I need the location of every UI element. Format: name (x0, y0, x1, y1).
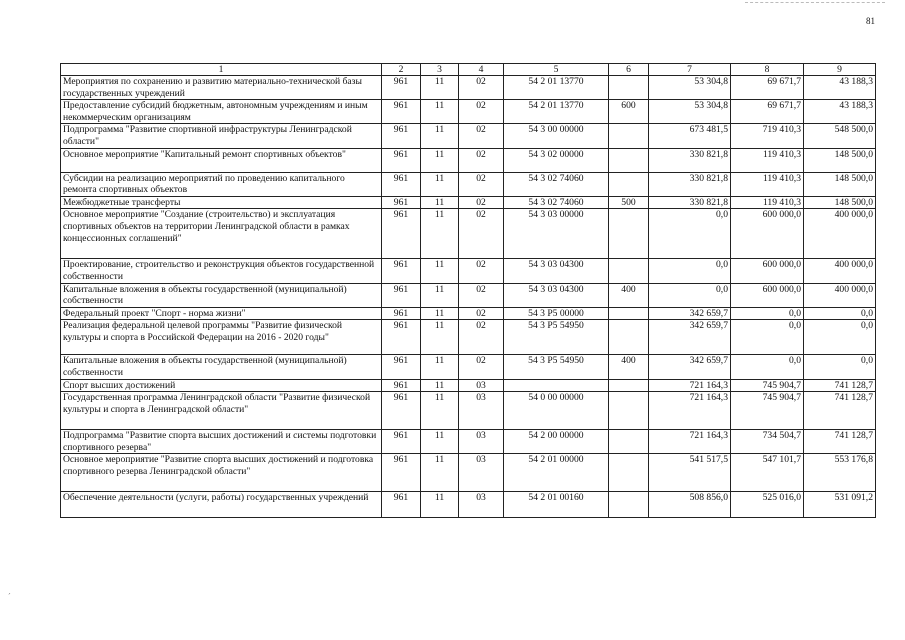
table-row (61, 392, 876, 430)
section-cell: 11 (421, 259, 459, 283)
amount-year1-cell: 53 304,8 (649, 100, 731, 124)
target-item-cell: 54 2 01 13770 (504, 100, 609, 124)
target-item-cell: 54 3 03 04300 (504, 283, 609, 307)
amount-year2-cell: 119 410,3 (731, 172, 804, 196)
amount-year1-cell: 508 856,0 (649, 492, 731, 518)
admin-code-cell: 961 (382, 320, 421, 355)
section-cell: 11 (421, 148, 459, 172)
expense-type-cell (609, 320, 649, 355)
table-row (61, 148, 876, 172)
section-cell: 11 (421, 307, 459, 320)
amount-year2-cell: 719 410,3 (731, 124, 804, 148)
amount-year3-cell: 148 500,0 (804, 148, 876, 172)
amount-year1-cell: 673 481,5 (649, 124, 731, 148)
subsection-cell: 02 (459, 196, 504, 209)
section-cell: 11 (421, 379, 459, 392)
target-item-cell: 54 2 01 00000 (504, 454, 609, 492)
column-header: 8 (731, 64, 804, 76)
subsection-cell: 02 (459, 355, 504, 379)
amount-year3-cell: 148 500,0 (804, 172, 876, 196)
table-row (61, 259, 876, 283)
table-row (61, 209, 876, 259)
table-row (61, 76, 876, 100)
subsection-cell: 03 (459, 430, 504, 454)
target-item-cell: 54 3 02 74060 (504, 172, 609, 196)
budget-table (60, 63, 876, 518)
amount-year2-cell: 600 000,0 (731, 283, 804, 307)
row-name-cell: Капитальные вложения в объекты государственной (муниципальной) собственности (61, 283, 382, 307)
expense-type-cell (609, 430, 649, 454)
section-cell: 11 (421, 100, 459, 124)
admin-code-cell: 961 (382, 430, 421, 454)
amount-year2-cell: 119 410,3 (731, 196, 804, 209)
target-item-cell: 54 3 P5 00000 (504, 307, 609, 320)
subsection-cell: 03 (459, 379, 504, 392)
amount-year1-cell: 0,0 (649, 259, 731, 283)
amount-year1-cell: 330 821,8 (649, 172, 731, 196)
table-row (61, 355, 876, 379)
table-row (61, 196, 876, 209)
amount-year1-cell: 342 659,7 (649, 355, 731, 379)
expense-type-cell (609, 124, 649, 148)
amount-year3-cell: 553 176,8 (804, 454, 876, 492)
amount-year1-cell: 330 821,8 (649, 148, 731, 172)
target-item-cell: 54 3 P5 54950 (504, 355, 609, 379)
table-row (61, 454, 876, 492)
table-row (61, 307, 876, 320)
subsection-cell: 02 (459, 320, 504, 355)
section-cell: 11 (421, 355, 459, 379)
expense-type-cell (609, 379, 649, 392)
section-cell: 11 (421, 454, 459, 492)
expense-type-cell: 400 (609, 355, 649, 379)
amount-year3-cell: 741 128,7 (804, 430, 876, 454)
page-number: 81 (866, 16, 875, 26)
table-row (61, 172, 876, 196)
row-name-cell: Реализация федеральной целевой программы "Развитие физической культуры и спорта в Российской Федерации на 2016 - 2020 годы" (61, 320, 382, 355)
table-row (61, 320, 876, 355)
expense-type-cell (609, 148, 649, 172)
table-row (61, 100, 876, 124)
expense-type-cell: 400 (609, 283, 649, 307)
expense-type-cell (609, 492, 649, 518)
column-header: 9 (804, 64, 876, 76)
expense-type-cell: 600 (609, 100, 649, 124)
amount-year3-cell: 148 500,0 (804, 196, 876, 209)
scan-mark: ´ (8, 592, 11, 601)
admin-code-cell: 961 (382, 355, 421, 379)
admin-code-cell: 961 (382, 172, 421, 196)
subsection-cell: 02 (459, 307, 504, 320)
row-name-cell: Подпрограмма "Развитие спортивной инфраструктуры Ленинградской области" (61, 124, 382, 148)
amount-year2-cell: 69 671,7 (731, 76, 804, 100)
table-row (61, 430, 876, 454)
row-name-cell: Основное мероприятие "Развитие спорта высших достижений и подготовка спортивного резерва Ленинградской области" (61, 454, 382, 492)
subsection-cell: 03 (459, 392, 504, 430)
column-header: 5 (504, 64, 609, 76)
section-cell: 11 (421, 492, 459, 518)
expense-type-cell: 500 (609, 196, 649, 209)
admin-code-cell: 961 (382, 76, 421, 100)
subsection-cell: 02 (459, 76, 504, 100)
row-name-cell: Проектирование, строительство и реконструкция объектов государственной собственности (61, 259, 382, 283)
amount-year3-cell: 400 000,0 (804, 283, 876, 307)
column-header: 3 (421, 64, 459, 76)
amount-year3-cell: 43 188,3 (804, 100, 876, 124)
expense-type-cell (609, 76, 649, 100)
column-header: 7 (649, 64, 731, 76)
row-name-cell: Обеспечение деятельности (услуги, работы) государственных учреждений (61, 492, 382, 518)
amount-year2-cell: 525 016,0 (731, 492, 804, 518)
expense-type-cell (609, 454, 649, 492)
amount-year1-cell: 53 304,8 (649, 76, 731, 100)
expense-type-cell (609, 172, 649, 196)
amount-year2-cell: 0,0 (731, 320, 804, 355)
subsection-cell: 03 (459, 454, 504, 492)
amount-year3-cell: 43 188,3 (804, 76, 876, 100)
row-name-cell: Мероприятия по сохранению и развитию материально-технической базы государственных учреждений (61, 76, 382, 100)
admin-code-cell: 961 (382, 454, 421, 492)
expense-type-cell (609, 392, 649, 430)
amount-year2-cell: 69 671,7 (731, 100, 804, 124)
subsection-cell: 02 (459, 148, 504, 172)
subsection-cell: 02 (459, 283, 504, 307)
expense-type-cell (609, 259, 649, 283)
admin-code-cell: 961 (382, 196, 421, 209)
subsection-cell: 02 (459, 124, 504, 148)
amount-year2-cell: 734 504,7 (731, 430, 804, 454)
admin-code-cell: 961 (382, 307, 421, 320)
table-row (61, 492, 876, 518)
admin-code-cell: 961 (382, 492, 421, 518)
amount-year3-cell: 741 128,7 (804, 392, 876, 430)
target-item-cell: 54 2 00 00000 (504, 430, 609, 454)
subsection-cell: 02 (459, 259, 504, 283)
amount-year3-cell: 0,0 (804, 355, 876, 379)
row-name-cell: Федеральный проект "Спорт - норма жизни" (61, 307, 382, 320)
amount-year1-cell: 541 517,5 (649, 454, 731, 492)
amount-year1-cell: 342 659,7 (649, 307, 731, 320)
amount-year1-cell: 330 821,8 (649, 196, 731, 209)
amount-year2-cell: 547 101,7 (731, 454, 804, 492)
row-name-cell: Предоставление субсидий бюджетным, автономным учреждениям и иным некоммерческим организациям (61, 100, 382, 124)
table-row (61, 283, 876, 307)
admin-code-cell: 961 (382, 148, 421, 172)
column-header: 2 (382, 64, 421, 76)
target-item-cell: 54 3 02 74060 (504, 196, 609, 209)
target-item-cell: 54 3 00 00000 (504, 124, 609, 148)
section-cell: 11 (421, 76, 459, 100)
target-item-cell: 54 3 03 04300 (504, 259, 609, 283)
admin-code-cell: 961 (382, 379, 421, 392)
row-name-cell: Основное мероприятие "Создание (строительство) и эксплуатация спортивных объектов на территории Ленинградской области в рамках концессионных соглашений" (61, 209, 382, 259)
amount-year2-cell: 745 904,7 (731, 379, 804, 392)
amount-year2-cell: 0,0 (731, 307, 804, 320)
amount-year3-cell: 548 500,0 (804, 124, 876, 148)
row-name-cell: Субсидии на реализацию мероприятий по проведению капитального ремонта спортивных объектов (61, 172, 382, 196)
section-cell: 11 (421, 392, 459, 430)
target-item-cell: 54 2 01 13770 (504, 76, 609, 100)
admin-code-cell: 961 (382, 100, 421, 124)
amount-year1-cell: 721 164,3 (649, 430, 731, 454)
amount-year3-cell: 0,0 (804, 320, 876, 355)
row-name-cell: Капитальные вложения в объекты государственной (муниципальной) собственности (61, 355, 382, 379)
scan-edge-line (745, 2, 885, 3)
amount-year1-cell: 721 164,3 (649, 379, 731, 392)
amount-year3-cell: 0,0 (804, 307, 876, 320)
amount-year2-cell: 600 000,0 (731, 209, 804, 259)
row-name-cell: Подпрограмма "Развитие спорта высших достижений и системы подготовки спортивного резерва" (61, 430, 382, 454)
section-cell: 11 (421, 172, 459, 196)
table-row (61, 124, 876, 148)
section-cell: 11 (421, 430, 459, 454)
column-header: 6 (609, 64, 649, 76)
admin-code-cell: 961 (382, 392, 421, 430)
section-cell: 11 (421, 320, 459, 355)
target-item-cell: 54 3 P5 54950 (504, 320, 609, 355)
section-cell: 11 (421, 283, 459, 307)
target-item-cell (504, 379, 609, 392)
amount-year1-cell: 342 659,7 (649, 320, 731, 355)
amount-year3-cell: 400 000,0 (804, 209, 876, 259)
section-cell: 11 (421, 209, 459, 259)
expense-type-cell (609, 307, 649, 320)
admin-code-cell: 961 (382, 209, 421, 259)
target-item-cell: 54 0 00 00000 (504, 392, 609, 430)
row-name-cell: Межбюджетные трансферты (61, 196, 382, 209)
amount-year2-cell: 119 410,3 (731, 148, 804, 172)
target-item-cell: 54 3 03 00000 (504, 209, 609, 259)
amount-year1-cell: 0,0 (649, 209, 731, 259)
target-item-cell: 54 2 01 00160 (504, 492, 609, 518)
admin-code-cell: 961 (382, 124, 421, 148)
amount-year2-cell: 600 000,0 (731, 259, 804, 283)
subsection-cell: 03 (459, 492, 504, 518)
header-row (61, 64, 876, 76)
amount-year1-cell: 0,0 (649, 283, 731, 307)
section-cell: 11 (421, 196, 459, 209)
admin-code-cell: 961 (382, 283, 421, 307)
section-cell: 11 (421, 124, 459, 148)
amount-year2-cell: 745 904,7 (731, 392, 804, 430)
admin-code-cell: 961 (382, 259, 421, 283)
amount-year3-cell: 400 000,0 (804, 259, 876, 283)
column-header: 4 (459, 64, 504, 76)
subsection-cell: 02 (459, 209, 504, 259)
expense-type-cell (609, 209, 649, 259)
amount-year3-cell: 531 091,2 (804, 492, 876, 518)
row-name-cell: Основное мероприятие "Капитальный ремонт спортивных объектов" (61, 148, 382, 172)
amount-year3-cell: 741 128,7 (804, 379, 876, 392)
row-name-cell: Государственная программа Ленинградской области "Развитие физической культуры и спорта в Ленинградской области" (61, 392, 382, 430)
subsection-cell: 02 (459, 100, 504, 124)
subsection-cell: 02 (459, 172, 504, 196)
amount-year2-cell: 0,0 (731, 355, 804, 379)
amount-year1-cell: 721 164,3 (649, 392, 731, 430)
target-item-cell: 54 3 02 00000 (504, 148, 609, 172)
column-header: 1 (61, 64, 382, 76)
table-row (61, 379, 876, 392)
row-name-cell: Спорт высших достижений (61, 379, 382, 392)
